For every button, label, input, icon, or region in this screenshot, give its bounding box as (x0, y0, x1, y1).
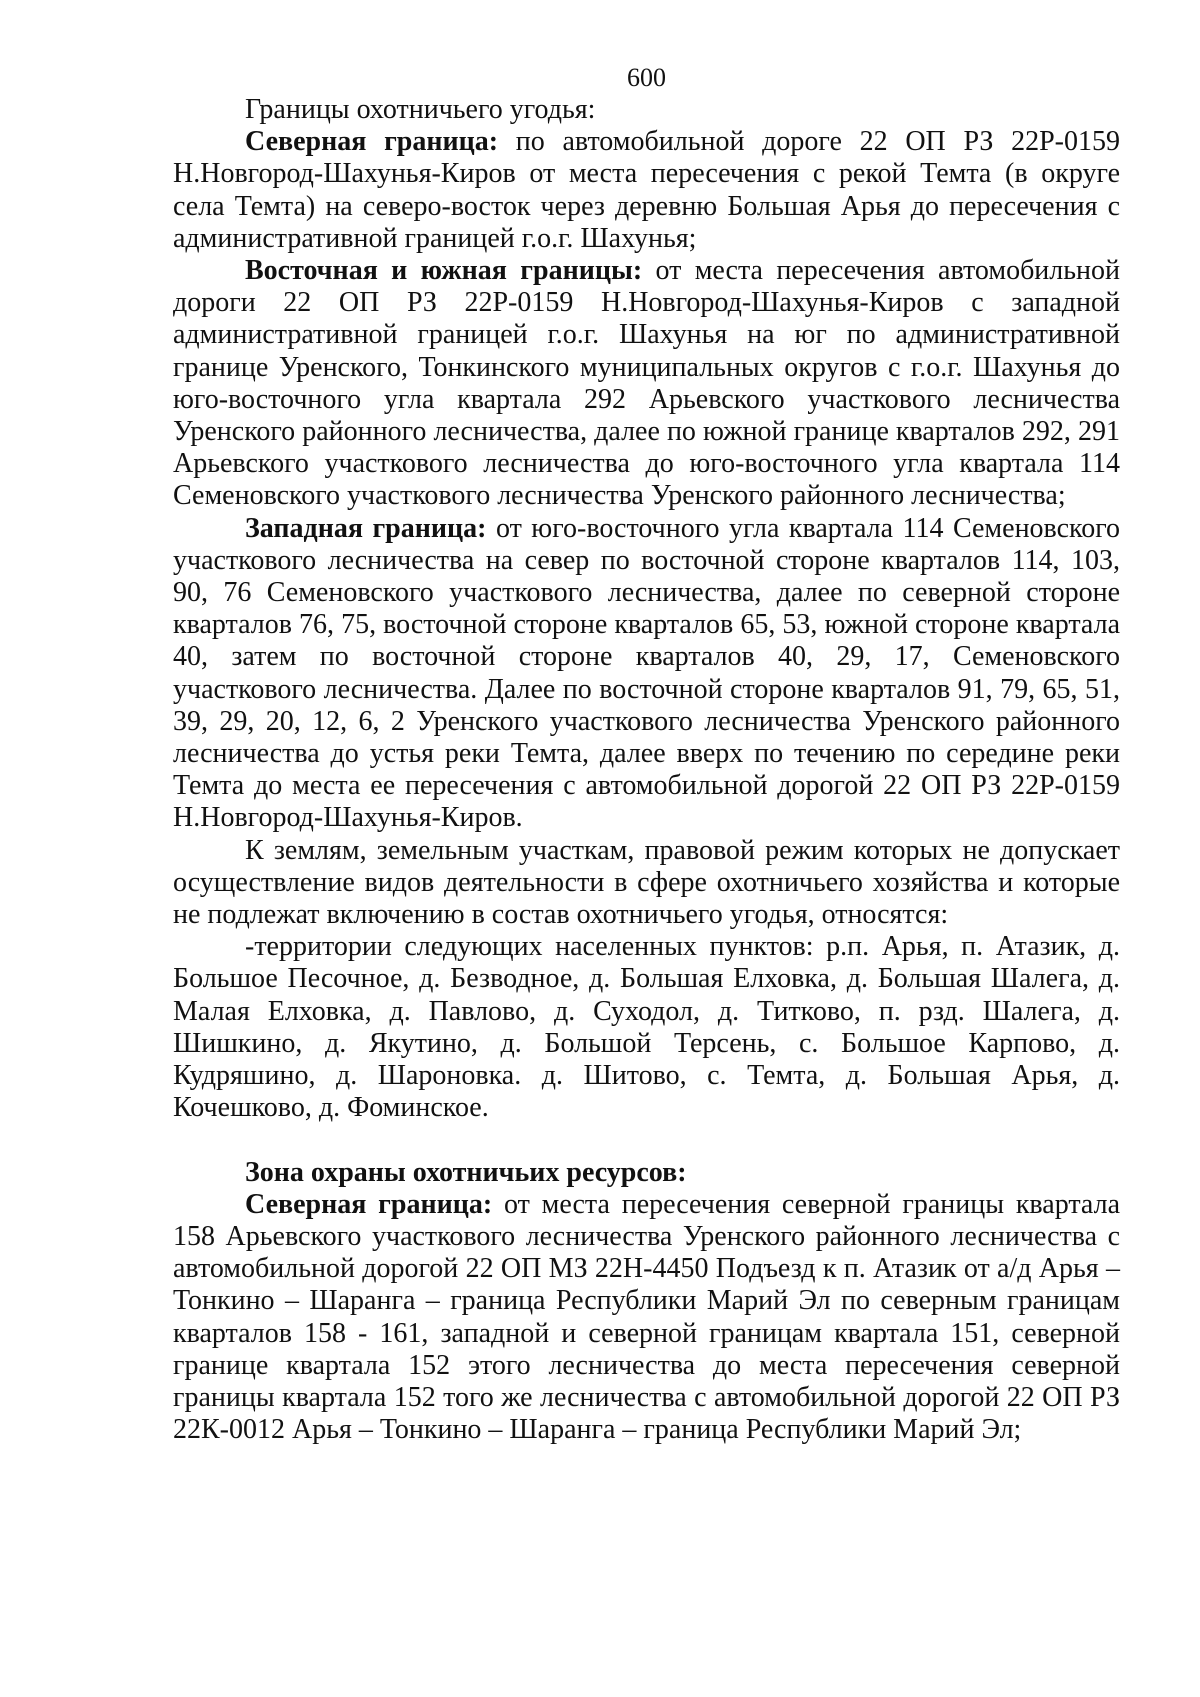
east-south-boundary-paragraph (173, 255, 1120, 513)
territories-paragraph: -территории следующих населенных пунктов: р.п. Арья, п. Атазик, д. Большое Песочное, д. Безводное, д. Большая Елховка, д. Большая Шалега, д. Малая Елховка, д. Павлово, д. Суходол, д. Титково, п. рзд. Шалега, д. Шишкино, д. Якутино, д. Большой Терсень, с. Большое Карпово, д. Кудряшино, д. Шароновка. д. Шитово, с. Темта, д. Большая Арья, д. Кочешково, д. Фоминское. (173, 931, 1120, 1124)
north-boundary-paragraph (173, 126, 1120, 255)
east-south-boundary-label: Восточная и южная границы: (245, 255, 643, 287)
zone-north-boundary-paragraph (173, 1189, 1120, 1447)
north-boundary-label: Северная граница: (245, 126, 499, 158)
section-spacer (173, 1125, 1120, 1157)
west-boundary-label: Западная граница: (245, 512, 487, 544)
north-boundary-text: по автомобильной дороге 22 ОП РЗ 22Р-0159 Н.Новгород-Шахунья-Киров от места пересечения с рекой Темта (в округе села Темта) на северо-восток через деревню Большая Арья до пересечения с административной границей г.о.г. Шахунья; (173, 126, 1121, 254)
page-number: 600 (627, 63, 666, 92)
intro-paragraph: Границы охотничьего угодья: (245, 94, 596, 125)
east-south-boundary-text: от места пересечения автомобильной дороги 22 ОП РЗ 22Р-0159 Н.Новгород-Шахунья-Киров с западной административной границей г.о.г. Шахунья на юг по административной границе Уренского, Тонкинского муниципальных округов с г.о.г. Шахунья до юго-восточного угла квартала 292 Арьевского участкового лесничества Уренского районного лесничества, далее по южной границе кварталов 292, 291 Арьевского участкового лесничества до юго-восточного угла квартала 114 Семеновского участкового лесничества Уренского районного лесничества; (173, 255, 1121, 512)
protection-zone-heading: Зона охраны охотничьих ресурсов: (245, 1156, 687, 1188)
zone-north-boundary-label: Северная граница: (245, 1188, 493, 1220)
document-page (173, 62, 1120, 1446)
zone-north-boundary-text: от места пересечения северной границы квартала 158 Арьевского участкового лесничества Уренского районного лесничества с автомобильной дорогой 22 ОП МЗ 22Н-4450 Подъезд к п. Атазик от а/д Арья – Тонкино – Шаранга – граница Республики Марий Эл по северным границам кварталов 158 - 161, западной и северной границам квартала 151, северной границе квартала 152 этого лесничества до места пересечения северной границы квартала 152 того же лесничества с автомобильной дорогой 22 ОП РЗ 22К-0012 Арья – Тонкино – Шаранга – граница Республики Марий Эл; (173, 1188, 1120, 1446)
west-boundary-paragraph (173, 513, 1120, 835)
excluded-lands-paragraph: К землям, земельным участкам, правовой режим которых не допускает осуществление видов деятельности в сфере охотничьего хозяйства и которые не подлежат включению в состав охотничьего угодья, относятся: (173, 834, 1120, 931)
west-boundary-text: от юго-восточного угла квартала 114 Семеновского участкового лесничества на север по восточной стороне кварталов 114, 103, 90, 76 Семеновского участкового лесничества, далее по северной стороне кварталов 76, 75, восточной стороне кварталов 65, 53, южной стороне квартала 40, затем по восточной стороне кварталов 40, 29, 17, Семеновского участкового лесничества. Далее по восточной стороне кварталов 91, 79, 65, 51, 39, 29, 20, 12, 6, 2 Уренского участкового лесничества Уренского районного лесничества до устья реки Темта, далее вверх по течению по середине реки Темта до места ее пересечения с автомобильной дорогой 22 ОП РЗ 22Р-0159 Н.Новгород-Шахунья-Киров. (173, 512, 1121, 834)
